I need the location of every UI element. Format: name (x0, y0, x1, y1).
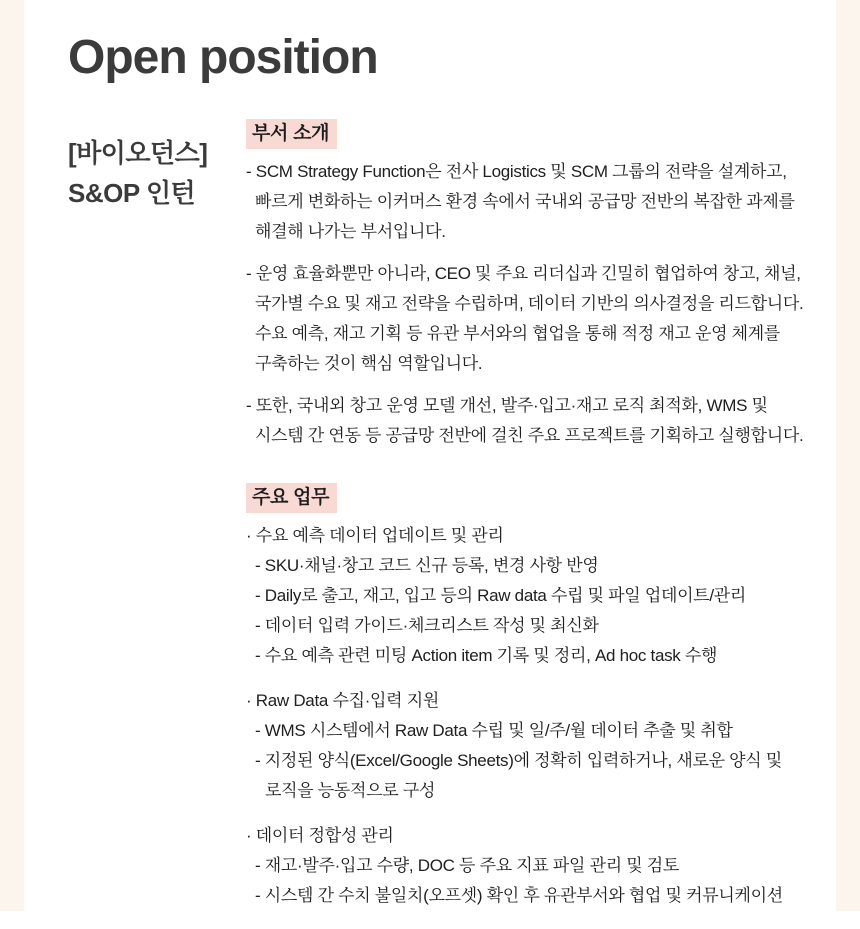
paragraph (246, 157, 810, 247)
duty-group-forecast-data (246, 521, 810, 671)
page-title: Open position (68, 31, 378, 84)
duty-item: - SKU·채널·창고 코드 신규 등록, 변경 사항 반영 (255, 556, 599, 576)
section-heading-row (246, 483, 810, 521)
section-heading-duties: 주요 업무 (246, 483, 337, 513)
duty-group-title: · 데이터 정합성 관리 (246, 826, 394, 846)
company-name: [바이오던스] (68, 138, 208, 169)
role-title: S&OP 인턴 (68, 178, 196, 209)
text-line: 수요 예측, 재고 기획 등 유관 부서와의 협업을 통해 적정 재고 운영 체계를 (255, 324, 781, 344)
section-main-duties (246, 483, 810, 911)
duty-item: - 데이터 입력 가이드·체크리스트 작성 및 최신화 (255, 616, 599, 636)
duty-item: - WMS 시스템에서 Raw Data 수립 및 일/주/월 데이터 추출 및 취합 (255, 721, 733, 741)
text-line: 해결해 나가는 부서입니다. (255, 222, 446, 242)
duty-item: - Daily로 출고, 재고, 입고 등의 Raw data 수립 및 파일 업데이트/관리 (255, 586, 747, 606)
content-columns (68, 119, 812, 911)
job-details-column (246, 119, 812, 911)
duty-item: - 수요 예측 관련 미팅 Action item 기록 및 정리, Ad hoc task 수행 (255, 646, 718, 666)
text-line: 시스템 간 연동 등 공급망 전반에 걸친 주요 프로젝트를 기획하고 실행합니다. (255, 426, 804, 446)
paragraph (246, 259, 810, 379)
text-line: 국가별 수요 및 재고 전략을 수립하며, 데이터 기반의 의사결정을 리드합니다. (255, 294, 804, 314)
duty-item: - 지정된 양식(Excel/Google Sheets)에 정확히 입력하거나, 새로운 양식 및 (255, 751, 782, 771)
duty-group-title: · 수요 예측 데이터 업데이트 및 관리 (246, 526, 504, 546)
duty-item: - 시스템 간 수치 불일치(오프셋) 확인 후 유관부서와 협업 및 커뮤니케이션 (255, 886, 783, 906)
duty-item: - 재고·발주·입고 수량, DOC 등 주요 지표 파일 관리 및 검토 (255, 856, 680, 876)
paragraph (246, 391, 810, 451)
job-posting-card (24, 0, 836, 911)
section-department-intro (246, 119, 810, 451)
text-line: 구축하는 것이 핵심 역할입니다. (255, 354, 483, 374)
text-line: - 또한, 국내외 창고 운영 모델 개선, 발주·입고·재고 로직 최적화, WMS 및 (246, 396, 768, 416)
duty-group-title: · Raw Data 수집·입력 지원 (246, 691, 439, 711)
section-heading-department: 부서 소개 (246, 119, 337, 149)
duty-group-raw-data (246, 686, 810, 806)
text-line: - 운영 효율화뿐만 아니라, CEO 및 주요 리더십과 긴밀히 협업하여 창고, 채널, (246, 264, 801, 284)
duty-item-continuation: 로직을 능동적으로 구성 (265, 781, 436, 801)
text-line: 빠르게 변화하는 이커머스 환경 속에서 국내외 공급망 전반의 복잡한 과제를 (255, 192, 795, 212)
text-line: - SCM Strategy Function은 전사 Logistics 및 SCM 그룹의 전략을 설계하고, (246, 162, 787, 182)
duty-group-data-integrity (246, 821, 810, 911)
position-name-column (68, 119, 246, 911)
section-heading-row (246, 119, 810, 157)
